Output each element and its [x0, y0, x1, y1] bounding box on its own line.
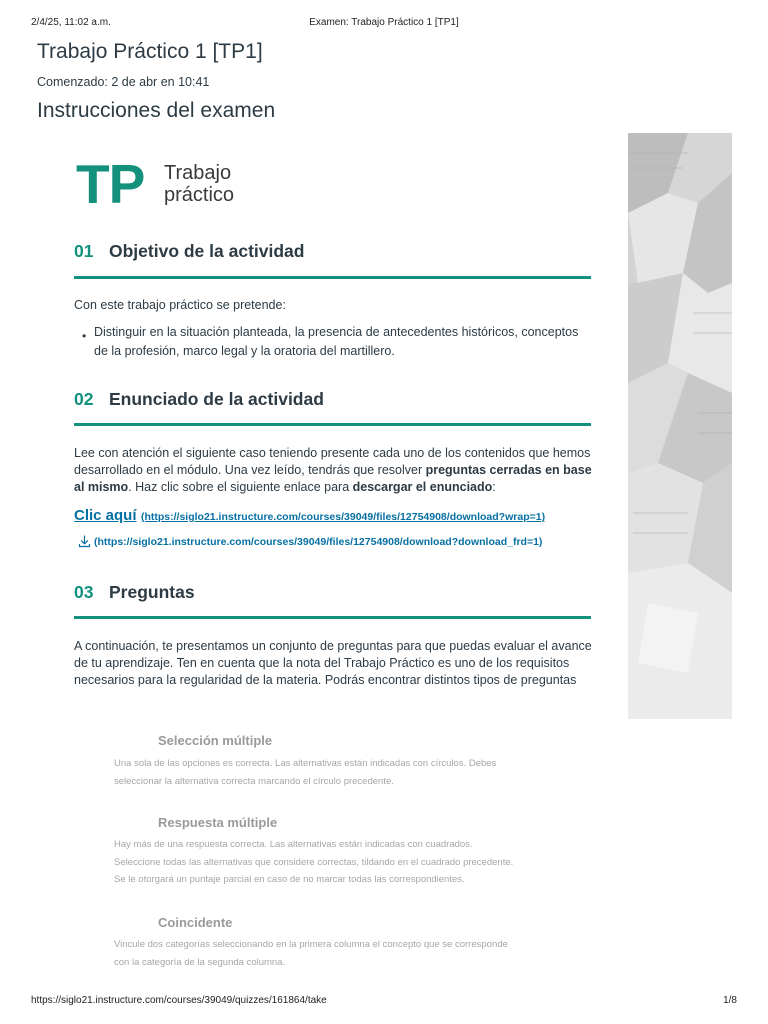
question-type-title: Selección múltiple — [158, 733, 273, 748]
objective-intro: Con este trabajo práctico se pretende: — [74, 298, 286, 312]
started-timestamp: Comenzado: 2 de abr en 10:41 — [37, 75, 210, 89]
statement-paragraph — [74, 445, 594, 496]
section-divider — [74, 276, 591, 279]
instructions-heading: Instrucciones del examen — [37, 99, 276, 122]
section-number: 03 — [74, 582, 94, 602]
section-01-heading — [74, 241, 591, 271]
download-link[interactable]: (https://siglo21.instructure.com/courses/39049/files/12754908/download?download_frd=1) — [94, 536, 543, 548]
section-03-heading — [74, 582, 591, 612]
section-divider — [74, 423, 591, 426]
description-line: Una sola de las opciones es correcta. Las alternativas están indicadas con círculos. Debes — [114, 758, 497, 769]
section-title: Objetivo de la actividad — [109, 241, 305, 261]
statement-text-1: Lee con atención el siguiente caso teniendo presente cada uno de los contenidos que hemos desarrollado en el módulo. Una vez leído, tendrás que resolver — [74, 446, 591, 477]
question-type-title: Respuesta múltiple — [158, 815, 278, 830]
tp-logo-word-line2: práctico — [164, 184, 235, 206]
page-title: Trabajo Práctico 1 [TP1] — [37, 40, 263, 63]
print-header — [0, 17, 768, 31]
question-type-title: Coincidente — [158, 915, 233, 930]
description-line: Seleccione todas las alternativas que considere correctas, tildando en el cuadrado precedente. — [114, 856, 514, 868]
description-line: Vincule dos categorías seleccionando en la primera columna el concepto que se corresponde — [114, 939, 508, 950]
statement-text-3: : — [492, 480, 496, 494]
section-title: Preguntas — [109, 582, 195, 602]
bullet-icon: • — [82, 329, 87, 343]
tp-logo-word — [164, 162, 234, 206]
section-02-heading — [74, 389, 591, 419]
description-line: Hay más de una respuesta correcta. Las alternativas están indicadas con cuadrados. — [114, 839, 473, 850]
print-footer-url: https://siglo21.instructure.com/courses/39049/quizzes/161864/take — [31, 995, 327, 1006]
download-icon[interactable] — [78, 535, 91, 548]
architecture-side-image — [628, 133, 732, 719]
description-line: Se le otorgará un puntaje parcial en caso de no marcar todas las correspondientes. — [114, 874, 465, 885]
description-line: con la categoría de la segunda columna. — [114, 956, 286, 968]
tp-logo-letters: TP — [76, 153, 145, 215]
click-here-link[interactable]: Clic aquí — [74, 507, 137, 524]
questions-paragraph: A continuación, te presentamos un conjunto de preguntas para que puedas evaluar el avance de tu aprendizaje. Ten en cuenta que la nota del Trabajo Práctico es uno de los requisitos necesarios para la regularidad de la materia. Podrás encontrar distintos tipos de preguntas — [74, 639, 592, 687]
print-footer — [0, 995, 768, 1009]
section-divider — [74, 616, 591, 619]
question-type-description — [114, 836, 584, 889]
click-here-link-row — [74, 507, 545, 525]
section-number: 02 — [74, 389, 94, 409]
objective-bullet: Distinguir en la situación planteada, la presencia de antecedentes históricos, conceptos de la profesión, marco legal y la oratoria del martillero. — [94, 325, 579, 358]
print-page-number: 1/8 — [723, 995, 737, 1006]
architecture-photo-icon — [628, 133, 732, 719]
print-doc-title: Examen: Trabajo Práctico 1 [TP1] — [309, 17, 459, 28]
print-datetime: 2/4/25, 11:02 a.m. — [31, 17, 111, 28]
question-type-description — [114, 755, 584, 790]
statement-bold-1: preguntas cerradas en base al mismo — [74, 463, 592, 494]
download-link-row — [78, 532, 542, 550]
section-number: 01 — [74, 241, 94, 261]
click-here-link-url[interactable]: (https://siglo21.instructure.com/courses/39049/files/12754908/download?wrap=1) — [140, 511, 546, 523]
section-title: Enunciado de la actividad — [109, 389, 324, 409]
description-line: seleccionar la alternativa correcta marcando el círculo precedente. — [114, 775, 394, 787]
statement-bold-2: descargar el enunciado — [352, 480, 493, 494]
tp-logo-word-line1: Trabajo — [164, 162, 232, 184]
statement-text-2: . Haz clic sobre el siguiente enlace para — [128, 480, 353, 494]
question-type-description — [114, 936, 584, 971]
